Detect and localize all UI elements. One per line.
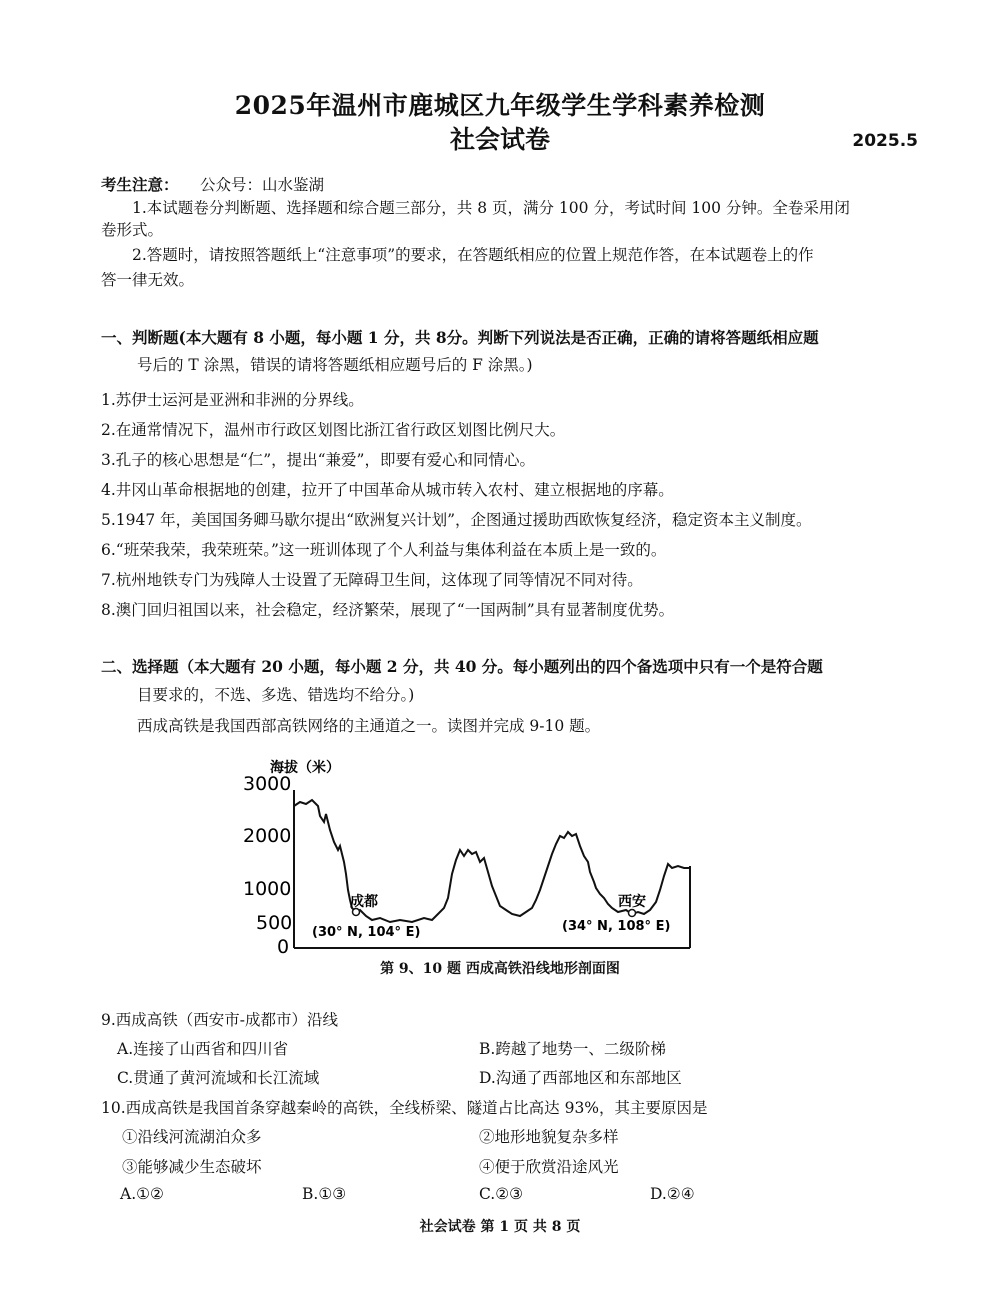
q9-stem: 9.西成高铁（西安市-成都市）沿线 xyxy=(101,1011,339,1029)
q10-statement-2: ②地形地貌复杂多样 xyxy=(479,1128,619,1146)
ytick-2000: 2000 xyxy=(243,825,292,847)
exam-title: 2025年温州市鹿城区九年级学生学科素养检测 xyxy=(234,91,766,120)
section2-heading-a xyxy=(101,657,823,677)
notice-line-1a: 1.本试题卷分判断题、选择题和综合题三部分，共 8 页，满分 100 分，考试时间 100 分钟。全卷采用闭 xyxy=(132,199,850,217)
judge-item-3: 3.孔子的核心思想是“仁”，提出“兼爱”，即要有爱心和同情心。 xyxy=(101,451,535,469)
city-chengdu-label: 成都 xyxy=(350,894,378,910)
terrain-profile-figure xyxy=(240,750,710,960)
q9-option-d: D.沟通了西部地区和东部地区 xyxy=(479,1069,682,1087)
q10-option-a: A.①② xyxy=(120,1185,164,1203)
notice-line-2b: 答一律无效。 xyxy=(101,271,195,289)
section1-heading-b: 号后的 T 涂黑，错误的请将答题纸相应题号后的 F 涂黑。) xyxy=(137,356,533,374)
notice-source: 公众号：山水鉴湖 xyxy=(200,176,325,194)
q10-option-c: C.②③ xyxy=(479,1185,524,1203)
judge-item-5: 5.1947 年，美国国务卿马歇尔提出“欧洲复兴计划”，企图通过援助西欧恢复经济，稳定资本主义制度。 xyxy=(101,511,812,529)
section2-heading-text: 二、选择题（本大题有 20 小题，每小题 2 分，共 40 分。每小题列出的四个备选项中只有一个是符合题 xyxy=(101,657,823,676)
chengdu-coord: (30° N, 104° E) xyxy=(312,925,421,940)
section1-heading-text: 一、判断题(本大题有 8 小题，每小题 1 分，共 8分。判断下列说法是否正确，正确的请将答题纸相应题 xyxy=(101,328,819,347)
judge-item-1: 1.苏伊士运河是亚洲和非洲的分界线。 xyxy=(101,391,364,409)
ytick-500: 500 xyxy=(256,912,293,934)
city-xian-label: 西安 xyxy=(618,894,646,910)
exam-subtitle: 社会试卷 xyxy=(449,125,550,154)
q10-option-b: B.①③ xyxy=(302,1185,347,1203)
q9-option-a: A.连接了山西省和四川省 xyxy=(117,1040,289,1058)
notice-line-2a: 2.答题时，请按照答题纸上“注意事项”的要求，在答题纸相应的位置上规范作答，在本试题卷上的作 xyxy=(132,246,814,264)
xian-marker xyxy=(629,910,636,917)
ytick-3000: 3000 xyxy=(243,773,292,795)
q9-option-b: B.跨越了地势一、二级阶梯 xyxy=(479,1040,666,1058)
q10-statement-1: ①沿线河流湖泊众多 xyxy=(122,1128,262,1146)
section2-heading-b: 目要求的，不选、多选、错选均不给分。) xyxy=(137,686,415,704)
section1-heading-a xyxy=(101,328,819,348)
notice-line-1b: 卷形式。 xyxy=(101,221,164,239)
figure-ylabel: 海拔（米） xyxy=(270,760,340,776)
q9-option-c: C.贯通了黄河流域和长江流域 xyxy=(117,1069,320,1087)
section2-intro: 西成高铁是我国西部高铁网络的主通道之一。读图并完成 9-10 题。 xyxy=(137,717,601,735)
notice-label: 考生注意： xyxy=(101,175,179,194)
judge-item-2: 2.在通常情况下，温州市行政区划图比浙江省行政区划图比例尺大。 xyxy=(101,421,566,439)
ytick-1000: 1000 xyxy=(243,878,292,900)
q10-statement-4: ④便于欣赏沿途风光 xyxy=(479,1158,619,1176)
judge-item-8: 8.澳门回归祖国以来，社会稳定，经济繁荣，展现了“一国两制”具有显著制度优势。 xyxy=(101,601,675,619)
page-footer: 社会试卷 第 1 页 共 8 页 xyxy=(419,1219,581,1235)
q10-option-d: D.②④ xyxy=(650,1185,695,1203)
figure-caption: 第 9、10 题 西成高铁沿线地形剖面图 xyxy=(380,961,620,977)
xian-coord: (34° N, 108° E) xyxy=(562,919,671,934)
ytick-0: 0 xyxy=(277,936,290,958)
exam-date: 2025.5 xyxy=(852,131,918,151)
q10-stem: 10.西成高铁是我国首条穿越秦岭的高铁，全线桥梁、隧道占比高达 93%，其主要原因是 xyxy=(101,1099,708,1117)
judge-item-6: 6.“班荣我荣，我荣班荣。”这一班训体现了个人利益与集体利益在本质上是一致的。 xyxy=(101,541,667,559)
judge-item-7: 7.杭州地铁专门为残障人士设置了无障碍卫生间，这体现了同等情况不同对待。 xyxy=(101,571,643,589)
judge-item-4: 4.井冈山革命根据地的创建，拉开了中国革命从城市转入农村、建立根据地的序幕。 xyxy=(101,481,674,499)
q10-statement-3: ③能够减少生态破坏 xyxy=(122,1158,262,1176)
